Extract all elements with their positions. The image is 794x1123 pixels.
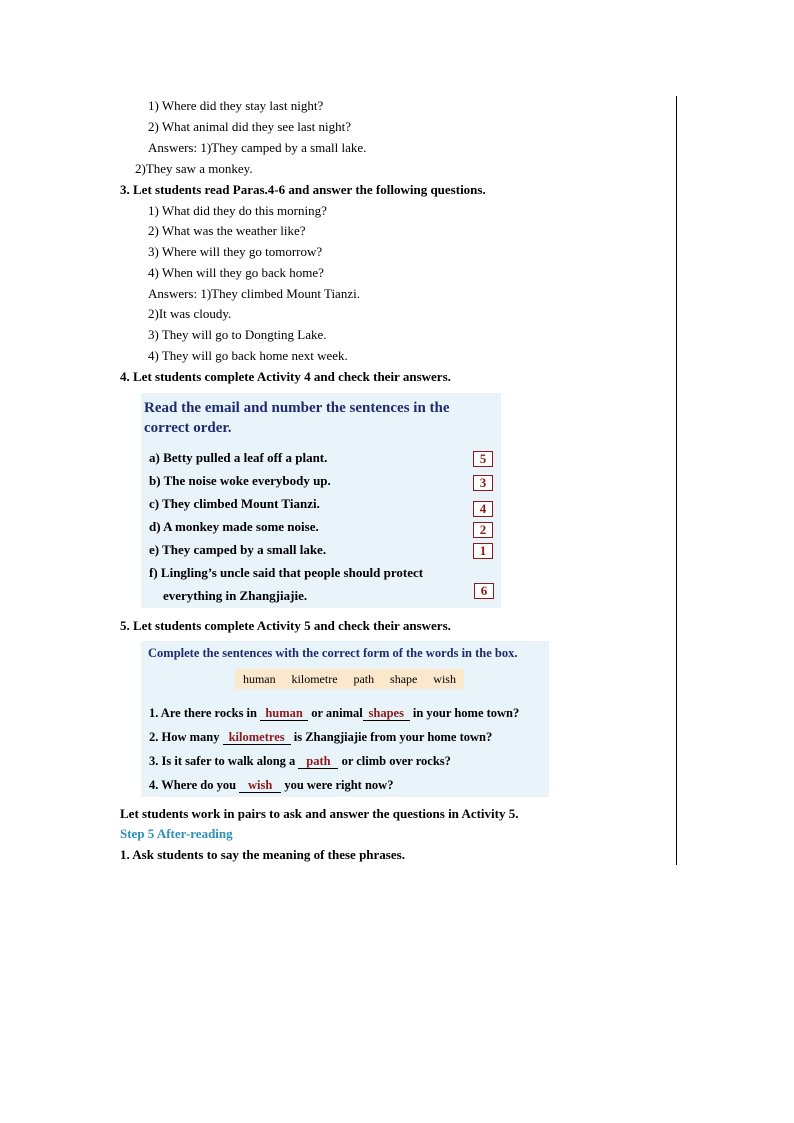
question-1: 1) Where did they stay last night? xyxy=(148,98,324,113)
activity-4-item-b: b) The noise woke everybody up. xyxy=(149,473,331,488)
order-number: 3 xyxy=(473,475,493,491)
step-4-heading: 4. Let students complete Activity 4 and check their answers. xyxy=(120,369,451,384)
step-5-after-reading: Step 5 After-reading xyxy=(120,826,233,841)
order-number: 6 xyxy=(474,583,494,599)
activity-4-title: Read the email and number the sentences in the correct order. xyxy=(144,400,450,436)
word-box xyxy=(235,669,464,689)
word: kilometre xyxy=(291,671,338,686)
question-3-1: 1) What did they do this morning? xyxy=(148,203,327,218)
sentence-4: 4. Where do you wish you were right now? xyxy=(149,778,394,792)
activity-5-title: Complete the sentences with the correct form of the words in the box. xyxy=(148,646,518,660)
activity-4-item-c: c) They climbed Mount Tianzi. xyxy=(149,496,320,511)
word: path xyxy=(353,671,375,686)
answers-3-3: 3) They will go to Dongting Lake. xyxy=(148,327,327,342)
activity-4-item-f: f) Lingling’s uncle said that people should protect xyxy=(149,565,424,580)
word: shape xyxy=(390,671,418,686)
order-number: 4 xyxy=(473,501,493,517)
order-number: 2 xyxy=(473,522,493,538)
after-reading-item-1: 1. Ask students to say the meaning of these phrases. xyxy=(120,847,405,862)
activity-5-panel xyxy=(141,641,549,797)
sentence-1: 1. Are there rocks in human or animal shapes in your home town? xyxy=(149,706,520,720)
word: human xyxy=(242,671,276,686)
answers-2: 2)They saw a monkey. xyxy=(135,161,253,176)
activity-4-item-f-cont: everything in Zhangjiajie. xyxy=(163,588,308,603)
step-5-heading: 5. Let students complete Activity 5 and check their answers. xyxy=(120,618,451,633)
question-3-2: 2) What was the weather like? xyxy=(148,223,306,238)
activity-4-item-e: e) They camped by a small lake. xyxy=(149,542,327,557)
answer-blank: wish xyxy=(239,778,281,793)
answers-3-4: 4) They will go back home next week. xyxy=(148,348,348,363)
order-number: 1 xyxy=(473,543,493,559)
answer-blank: shapes xyxy=(363,706,410,721)
answer-blank: human xyxy=(260,706,308,721)
question-3-3: 3) Where will they go tomorrow? xyxy=(148,244,323,259)
question-2: 2) What animal did they see last night? xyxy=(148,119,352,134)
activity-4-panel xyxy=(141,393,501,608)
step-3-heading: 3. Let students read Paras.4-6 and answer the following questions. xyxy=(120,182,486,197)
margin-line xyxy=(676,96,677,865)
activity-4-item-a: a) Betty pulled a leaf off a plant. xyxy=(149,450,328,465)
sentence-3: 3. Is it safer to walk along a path or climb over rocks? xyxy=(149,754,451,768)
activity-4-item-d: d) A monkey made some noise. xyxy=(149,519,319,534)
sentence-2: 2. How many kilometres is Zhangjiajie from your home town? xyxy=(149,730,493,744)
answers-3-1: Answers: 1)They climbed Mount Tianzi. xyxy=(148,286,360,301)
answers-3-2: 2)It was cloudy. xyxy=(148,306,232,321)
order-number: 5 xyxy=(473,451,493,467)
word: wish xyxy=(433,671,456,686)
answers-1: Answers: 1)They camped by a small lake. xyxy=(148,140,367,155)
question-3-4: 4) When will they go back home? xyxy=(148,265,324,280)
answer-blank: kilometres xyxy=(223,730,291,745)
answer-blank: path xyxy=(298,754,338,769)
pair-work-instruction: Let students work in pairs to ask and answer the questions in Activity 5. xyxy=(120,806,519,821)
